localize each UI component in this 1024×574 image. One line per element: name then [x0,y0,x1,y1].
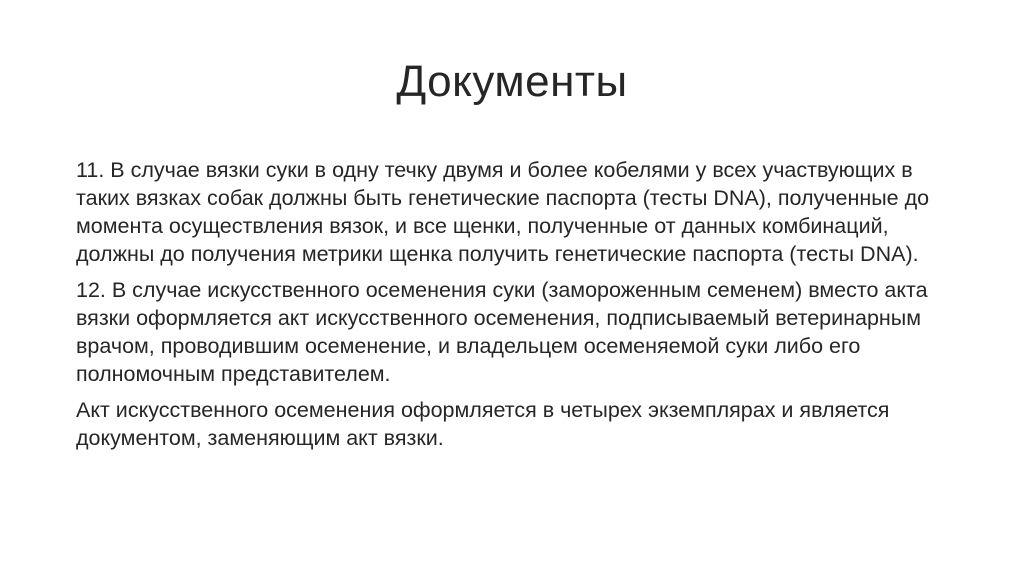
slide-title: Документы [396,57,628,106]
slide-body [76,156,956,460]
paragraph-act: Акт искусственного осеменения оформляется в четырех экземплярах и является документом, заменяющим акт вязки. [76,398,890,450]
paragraph-12: 12. В случае искусственного осеменения суки (замороженным семенем) вместо акта вязки оформляется акт искусственного осеменения, подписываемый ветеринарным врачом, проводившим осеменение, и владельцем осеменяемой суки либо его полномочным представителем. [76,278,928,386]
paragraph-11: 11. В случае вязки суки в одну течку двумя и более кобелями у всех участвующих в таких вязках собак должны быть генетические паспорта (тесты DNA), полученные до момента осуществления вязок, и все щенки, полученные от данных комбинаций, должны до получения метрики щенка получить генетические паспорта (тесты DNA). [76,158,930,266]
